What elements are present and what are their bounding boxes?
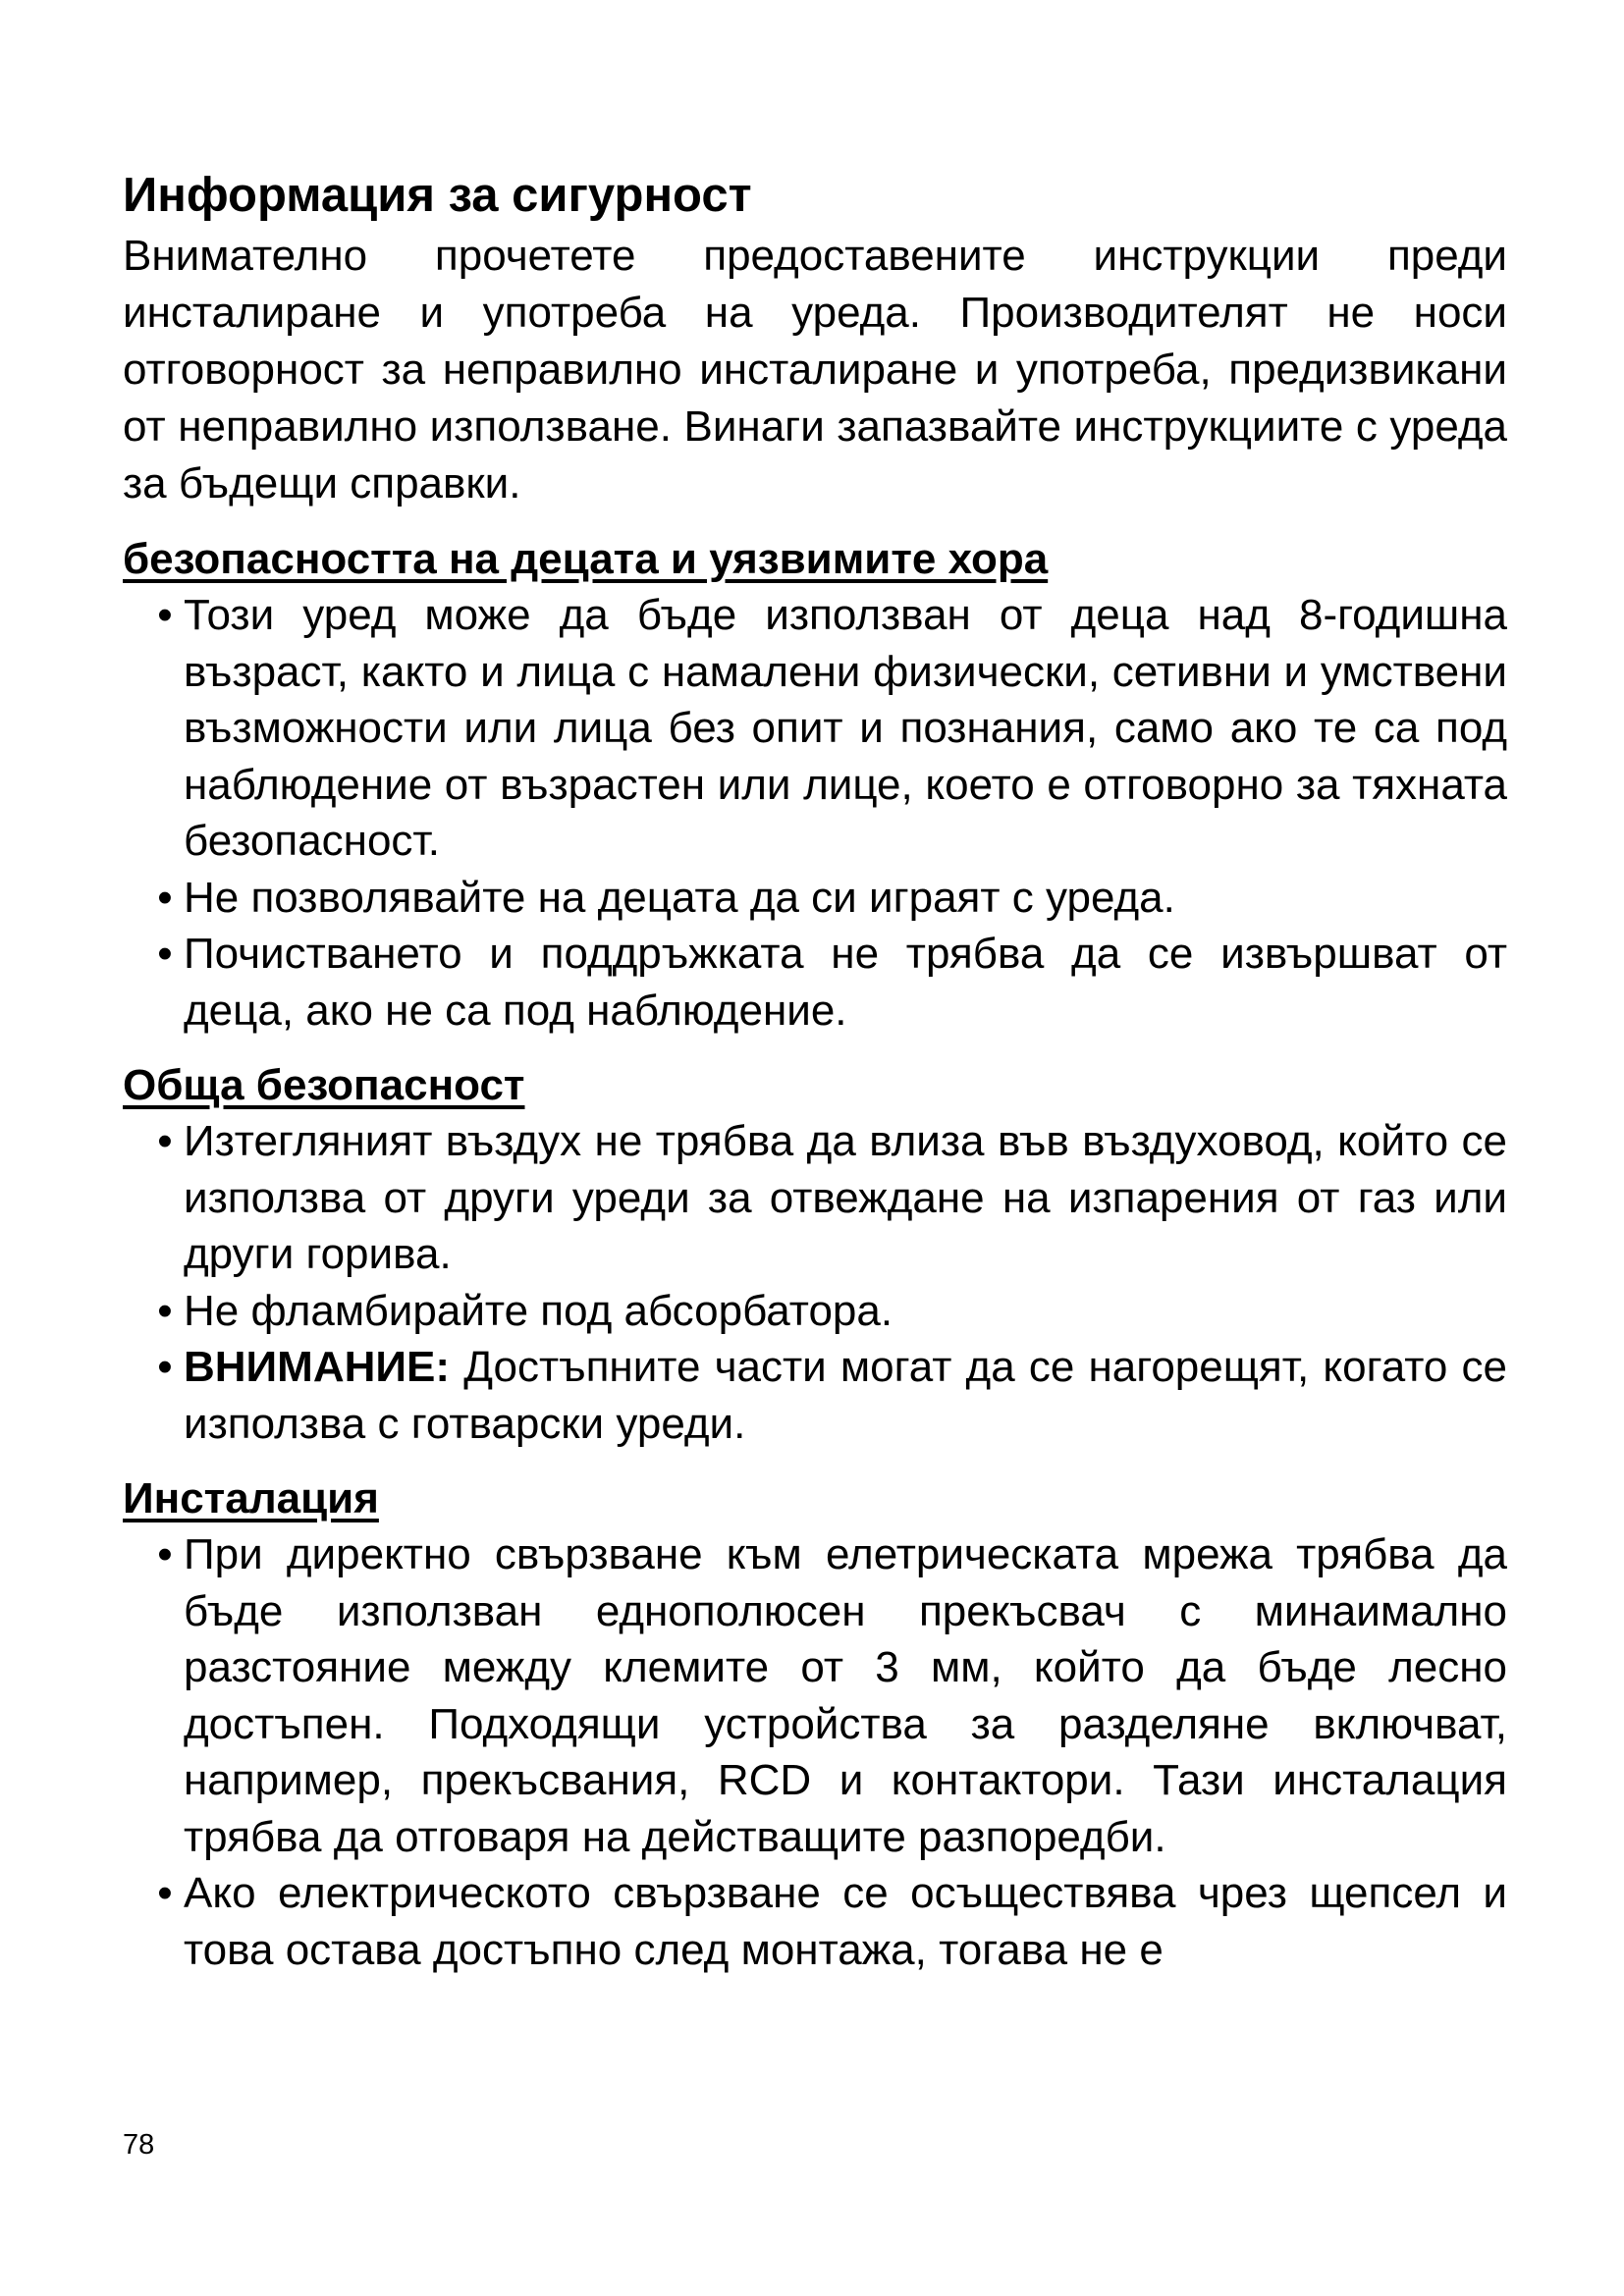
list-item — [123, 870, 1507, 927]
bullet-icon: • — [157, 1530, 173, 1578]
list-item-text: При директно свързване към елетрическата мрежа трябва да бъде използван еднополюсен прекъсвач с минаимално разстояние между клемите от 3 мм, който да бъде лесно достъпен. Подходящи устройства за разделяне включват, например, прекъсвания, RCD и контактори. Тази инсталация трябва да отговаря на действащите разпоредби. — [184, 1530, 1507, 1861]
bullet-icon: • — [157, 1117, 173, 1165]
list-item — [123, 1283, 1507, 1340]
general-safety-list — [123, 1113, 1507, 1452]
child-safety-list — [123, 587, 1507, 1039]
list-item-text: Не фламбирайте под абсорбатора. — [184, 1286, 893, 1335]
list-item — [123, 926, 1507, 1039]
section-child-safety — [123, 532, 1507, 1039]
list-item — [123, 1865, 1507, 1978]
list-item — [123, 1113, 1507, 1283]
bullet-icon: • — [157, 873, 173, 922]
section-heading-child-safety: безопасността на децата и уязвимите хора — [123, 535, 1049, 583]
list-item — [123, 587, 1507, 870]
bullet-icon: • — [157, 930, 173, 978]
list-item-text: Ако електрическото свързване се осъществява чрез щепсел и това остава достъпно след монтажа, тогава не е — [184, 1869, 1507, 1974]
bullet-icon: • — [157, 1286, 173, 1335]
list-item-text: Почистването и поддръжката не трябва да се извършват от деца, ако не са под наблюдение. — [184, 930, 1507, 1035]
list-item-text: Не позволявайте на децата да си играят с уреда. — [184, 873, 1175, 922]
section-general-safety — [123, 1058, 1507, 1452]
intro-paragraph: Внимателно прочетете предоставените инструкции преди инсталиране и употреба на уреда. Производителят не носи отговорност за неправилно инсталиране и употреба, предизвикани от неправилно използване. Винаги запазвайте инструкциите с уреда за бъдещи справки. — [123, 232, 1507, 507]
list-item-text: Този уред може да бъде използван от деца над 8-годишна възраст, както и лица с намалени физически, сетивни и умствени възможности или лица без опит и познания, само ако те са под наблюдение от възрастен или лице, което е отговорно за тяхната безопасност. — [184, 591, 1507, 865]
section-heading-general-safety: Обща безопасност — [123, 1061, 525, 1109]
section-heading-installation: Инсталация — [123, 1474, 379, 1522]
bullet-icon: • — [157, 1869, 173, 1917]
section-installation — [123, 1471, 1507, 1978]
warning-label: ВНИМАНИЕ: — [184, 1343, 451, 1391]
warning-text: Достъпните части могат да се нагорещят, когато се използва с готварски уреди. — [184, 1343, 1507, 1448]
installation-list — [123, 1526, 1507, 1978]
bullet-icon: • — [157, 591, 173, 639]
page-content — [123, 167, 1507, 1978]
page-number: 78 — [123, 2129, 155, 2161]
page-title: Информация за сигурност — [123, 169, 752, 222]
list-item — [123, 1526, 1507, 1865]
bullet-icon: • — [157, 1343, 173, 1391]
list-item-warning — [123, 1339, 1507, 1452]
list-item-text: Изтегляният въздух не трябва да влиза във въздуховод, който се използва от други уреди за отвеждане на изпарения от газ или други горива. — [184, 1117, 1507, 1278]
